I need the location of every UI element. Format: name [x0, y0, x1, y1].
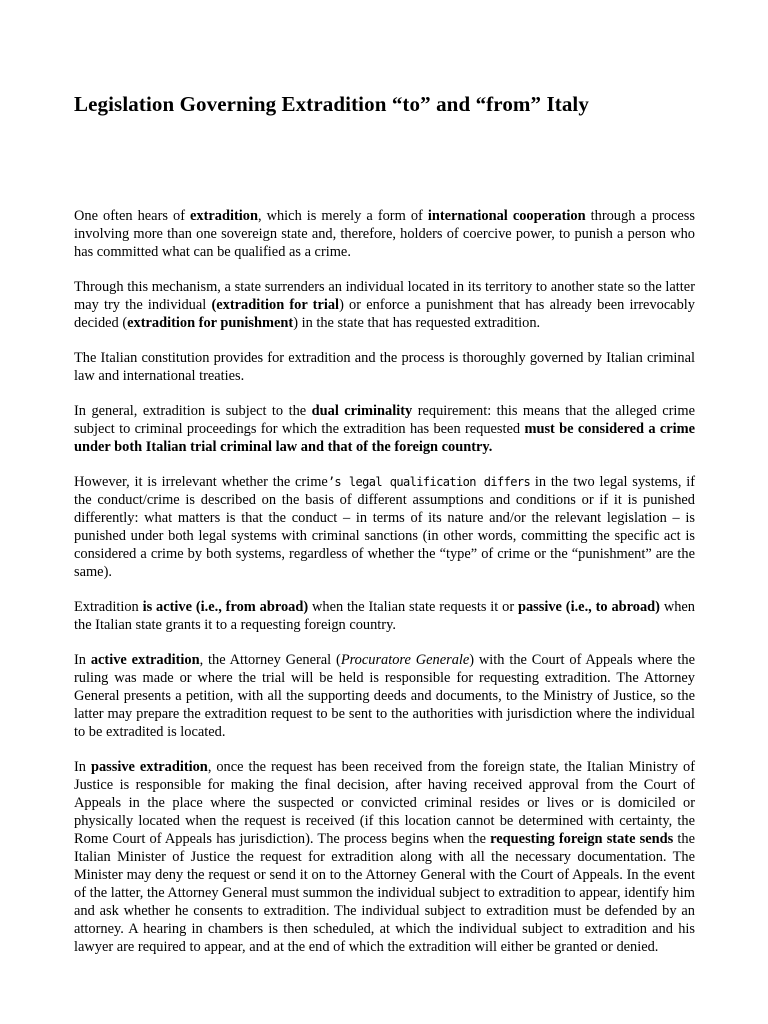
document-body	[74, 207, 695, 974]
paragraph-dual-criminality	[74, 402, 695, 456]
bold-term: dual criminality	[311, 403, 413, 419]
text-run: the Italian Minister of Justice the request for extradition along with all the necessary documentation. The Minister may deny the request or send it on to the Attorney General with the Court of Appeals. In the event of the latter, the Attorney General must summon the individual subject to extradition to appear, identify him and ask whether he consents to extradition. The individual subject to extradition must be defended by an attorney. A hearing in chambers is then scheduled, at which the individual subject to extradition and his lawyer are required to appear, and at the end of which the extradition will either be granted or denied.	[74, 831, 696, 955]
text-run: One often hears of	[74, 208, 191, 224]
text-run: when the Italian state requests it or	[308, 599, 518, 615]
bold-term: (extradition for trial	[211, 297, 340, 313]
text-run-alt-font: ’s legal qualification differs	[327, 475, 531, 489]
paragraph-passive-extradition	[74, 758, 695, 956]
text-run: ) with the Court of Appeals where the ruling was made or where the trial will be held is responsible for requesting extradition. The Attorney General presents a petition, with all the supporting deeds and documents, to the Ministry of Justice, so the latter may prepare the extradition request to be sent to the authorities with jurisdiction where the individual to be extradited is located.	[74, 652, 695, 740]
text-run: when the Italian state grants it to a requesting foreign country.	[74, 599, 695, 633]
paragraph-mechanism	[74, 278, 695, 332]
bold-term: passive extradition	[90, 759, 208, 775]
bold-term: requesting foreign state sends	[490, 831, 674, 847]
text-run: through a process involving more than one sovereign state and, therefore, holders of coercive power, to punish a person who has committed what can be qualified as a crime.	[74, 208, 695, 260]
bold-term: international cooperation	[427, 208, 586, 224]
bold-term: is active (i.e., from abroad)	[142, 599, 309, 615]
text-run: In	[74, 759, 91, 775]
bold-term: must be considered a crime under both Italian trial criminal law and that of the foreign country.	[74, 421, 695, 455]
text-run: Extradition	[74, 599, 143, 615]
text-run: , once the request has been received from the foreign state, the Italian Ministry of Justice is responsible for making the final decision, after having received approval from the Court of Appeals in the place where the suspected or convicted criminal resides or lives or is domiciled or physically located when the request is received (if this location cannot be determined with certainty, the Rome Court of Appeals has jurisdiction). The process begins when the	[74, 759, 695, 847]
text-run: requirement: this means that the alleged crime subject to criminal proceedings for which the extradition has been requested	[74, 403, 695, 437]
text-run: The Italian constitution provides for extradition and the process is thoroughly governed by Italian criminal law and international treaties.	[74, 350, 695, 384]
bold-term: extradition	[190, 208, 258, 224]
text-run: , which is merely a form of	[257, 208, 428, 224]
paragraph-legal-qualification	[74, 473, 695, 581]
paragraph-extradition-intro	[74, 207, 695, 261]
text-run: In general, extradition is subject to the	[74, 403, 312, 419]
bold-term: active extradition	[90, 652, 200, 668]
text-run: Through this mechanism, a state surrenders an individual located in its territory to another state so the latter may try the individual	[74, 279, 695, 313]
bold-term: passive (i.e., to abroad)	[517, 599, 660, 615]
italic-term: Procuratore Generale	[340, 652, 470, 668]
text-run: ) or enforce a punishment that has already been irrevocably decided (	[74, 297, 695, 331]
paragraph-active-passive	[74, 598, 695, 634]
paragraph-constitution	[74, 349, 695, 385]
text-run: ) in the state that has requested extradition.	[293, 315, 541, 331]
text-run: in the two legal systems, if the conduct/crime is described on the basis of different assumptions and conditions or if it is punished differently: what matters is that the conduct – in terms of its nature and/or the relevant legislation – is punished under both legal systems with criminal sanctions (in other words, committing the specific act is considered a crime by both systems, regardless of whether the “type” of crime or the “punishment” are the same).	[74, 474, 695, 580]
document-title: Legislation Governing Extradition “to” and “from” Italy	[74, 92, 589, 116]
text-run: However, it is irrelevant whether the crime	[74, 474, 328, 490]
paragraph-active-extradition	[74, 651, 695, 741]
bold-term: extradition for punishment	[127, 315, 294, 331]
text-run: , the Attorney General (	[199, 652, 341, 668]
text-run: In	[74, 652, 91, 668]
